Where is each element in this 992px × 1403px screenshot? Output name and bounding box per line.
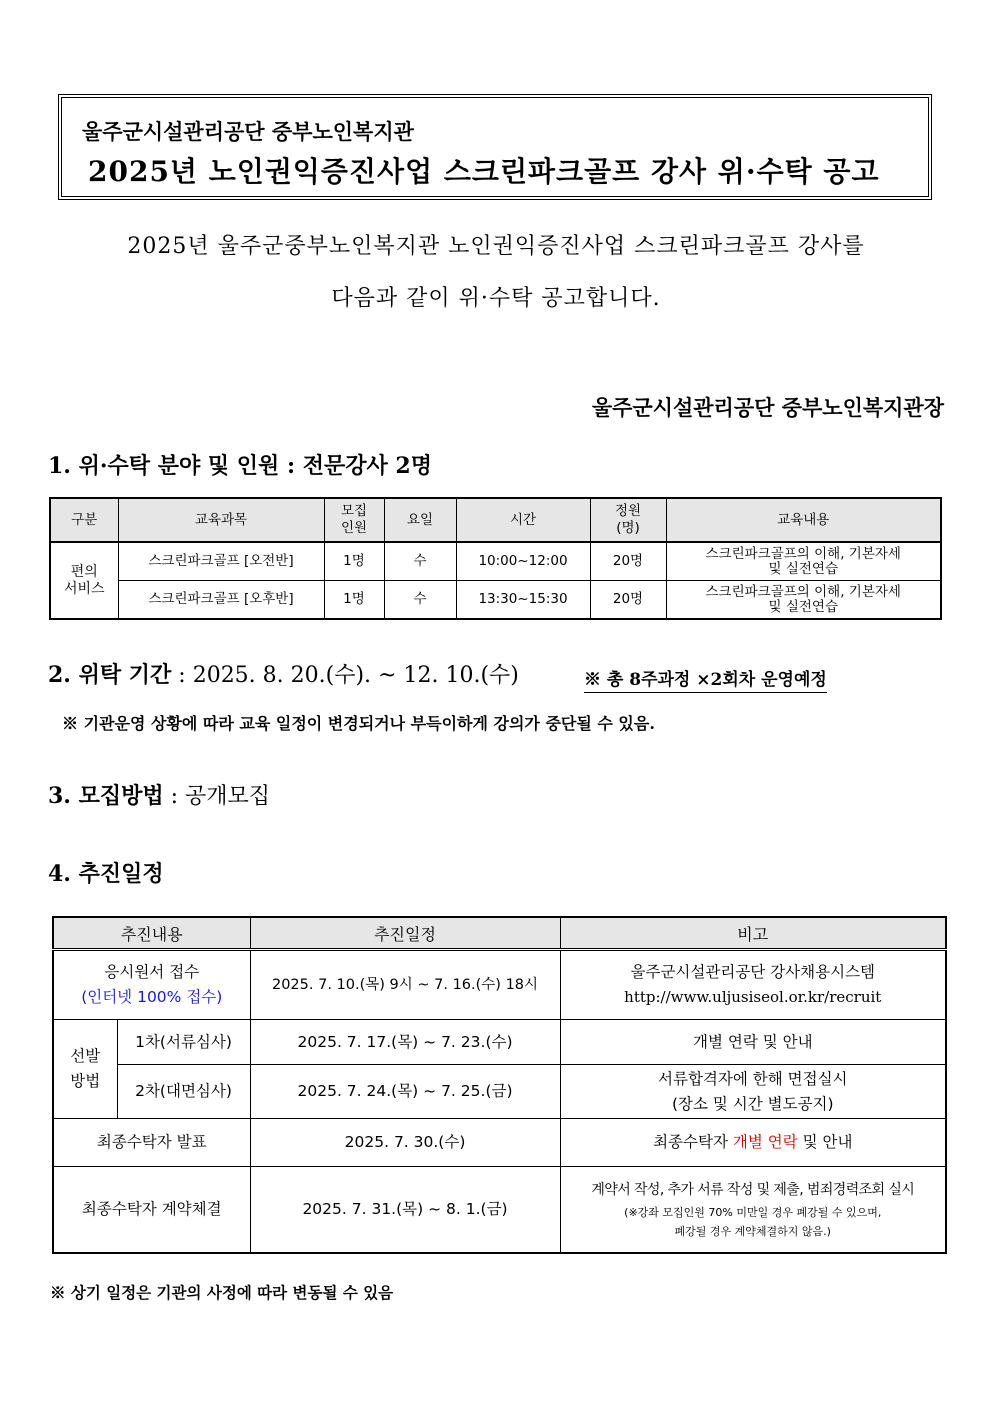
col-subject: 교육과목 — [118, 498, 324, 542]
interview-place-note: (장소 및 시간 별도공지) — [671, 1094, 834, 1113]
section-2-period: : 2025. 8. 20.(수). ~ 12. 10.(수) — [171, 663, 519, 688]
contract-note: 계약서 작성, 추가 서류 작성 및 제출, 범죄경력조회 실시 — [591, 1181, 915, 1198]
table-row — [53, 1020, 946, 1065]
table-row — [53, 1065, 946, 1119]
remarks-cell — [560, 1065, 946, 1119]
intro-line-1: 2025년 울주군중부노인복지관 노인권익증진사업 스크린파크골프 강사를 — [127, 234, 865, 259]
process-cell: 1차(서류심사) — [117, 1020, 250, 1065]
section-2-heading — [48, 658, 519, 689]
schedule-table — [52, 916, 947, 1254]
count-cell: 1명 — [324, 581, 384, 620]
internet-only-label: (인터넷 100% 접수) — [81, 988, 223, 1006]
schedule-cell: 2025. 7. 30.(수) — [250, 1119, 560, 1167]
section-3-title: 3. 모집방법 — [48, 783, 164, 809]
content-text: 스크린파크골프의 이해, 기본자세 및 실전연습 — [705, 583, 901, 615]
schedule-cell: 2025. 7. 24.(목) ~ 7. 25.(금) — [250, 1065, 560, 1119]
category-cell — [50, 542, 118, 619]
remarks-cell — [560, 1119, 946, 1167]
col-category: 구분 — [50, 498, 118, 542]
col-schedule: 추진일정 — [250, 917, 560, 950]
selection-label: 선발 방법 — [70, 1047, 101, 1090]
selection-group-cell — [53, 1020, 117, 1119]
course-table — [49, 497, 942, 620]
process-cell: 2차(대면심사) — [117, 1065, 250, 1119]
col-capacity — [590, 498, 666, 542]
count-cell: 1명 — [324, 542, 384, 581]
subject-cell: 스크린파크골프 [오후반] — [118, 581, 324, 620]
time-cell: 10:00~12:00 — [456, 542, 590, 581]
table-row — [53, 1119, 946, 1167]
schedule-cell: 2025. 7. 31.(목) ~ 8. 1.(금) — [250, 1167, 560, 1253]
interview-note: 서류합격자에 한해 면접실시 — [658, 1069, 848, 1088]
section-4-title: 4. 추진일정 — [48, 861, 164, 887]
content-text: 스크린파크골프의 이해, 기본자세 및 실전연습 — [705, 545, 901, 577]
day-cell: 수 — [384, 542, 456, 581]
capacity-cell: 20명 — [590, 542, 666, 581]
schedule-cell: 2025. 7. 10.(목) 9시 ~ 7. 16.(수) 18시 — [250, 950, 560, 1020]
col-time: 시간 — [456, 498, 590, 542]
content-cell — [666, 542, 941, 581]
col-content: 교육내용 — [666, 498, 941, 542]
col-process: 추진내용 — [53, 917, 250, 950]
notice-title: 2025년 노인권익증진사업 스크린파크골프 강사 위·수탁 공고 — [88, 155, 880, 188]
col-remarks: 비고 — [560, 917, 946, 950]
section-3-method: : 공개모집 — [163, 784, 271, 809]
section-4-heading — [48, 857, 164, 888]
content-cell — [666, 581, 941, 620]
process-cell: 최종수탁자 발표 — [53, 1119, 250, 1167]
signer: 울주군시설관리공단 중부노인복지관장 — [591, 395, 944, 420]
table-row — [50, 542, 941, 581]
cancel-note-2: 폐강될 경우 계약체결하지 않음.) — [674, 1224, 831, 1238]
time-cell: 13:30~15:30 — [456, 581, 590, 620]
recruit-url[interactable]: http://www.uljusiseol.or.kr/recruit — [624, 988, 882, 1006]
col-recruit-count — [324, 498, 384, 542]
section-1-title: 1. 위·수탁 분야 및 인원 — [48, 453, 280, 479]
announce-note-highlight: 개별 연락 — [732, 1133, 798, 1151]
table-row — [50, 581, 941, 620]
course-count-note: ※ 총 8주과정 ×2회차 운영예정 — [584, 665, 827, 693]
remarks-cell — [560, 950, 946, 1020]
col-capacity-label: 정원 (명) — [614, 503, 642, 536]
announce-note-pre: 최종수탁자 — [653, 1133, 733, 1151]
col-day: 요일 — [384, 498, 456, 542]
table-row — [53, 1167, 946, 1253]
process-cell: 최종수탁자 계약체결 — [53, 1167, 250, 1253]
section-1-heading — [48, 449, 432, 480]
section-3-heading — [48, 779, 270, 810]
remarks-cell: 개별 연락 및 안내 — [560, 1020, 946, 1065]
section-1-detail: : 전문강사 2명 — [279, 453, 432, 479]
category-label: 편의 서비스 — [63, 563, 105, 597]
application-label: 응시원서 접수 — [104, 963, 200, 981]
schedule-table-header — [53, 917, 946, 950]
schedule-change-note: ※ 기관운영 상황에 따라 교육 일정이 변경되거나 부득이하게 강의가 중단될 수 있음. — [62, 714, 655, 733]
col-recruit-count-label: 모집 인원 — [340, 503, 368, 536]
table-row — [53, 950, 946, 1020]
course-table-header — [50, 498, 941, 542]
footer-note: ※ 상기 일정은 기관의 사정에 따라 변동될 수 있음 — [50, 1283, 394, 1302]
announce-note-post: 및 안내 — [797, 1133, 853, 1151]
day-cell: 수 — [384, 581, 456, 620]
remarks-cell — [560, 1167, 946, 1253]
title-box — [58, 94, 932, 200]
schedule-cell: 2025. 7. 17.(목) ~ 7. 23.(수) — [250, 1020, 560, 1065]
capacity-cell: 20명 — [590, 581, 666, 620]
system-name: 울주군시설관리공단 강사채용시스템 — [630, 963, 876, 981]
section-2-title: 2. 위탁 기간 — [48, 662, 172, 688]
cancel-note-1: (※강좌 모집인원 70% 미만일 경우 폐강될 수 있으며, — [624, 1205, 882, 1219]
organization-name: 울주군시설관리공단 중부노인복지관 — [82, 119, 414, 144]
subject-cell: 스크린파크골프 [오전반] — [118, 542, 324, 581]
intro-line-2: 다음과 같이 위·수탁 공고합니다. — [331, 286, 661, 311]
process-cell — [53, 950, 250, 1020]
